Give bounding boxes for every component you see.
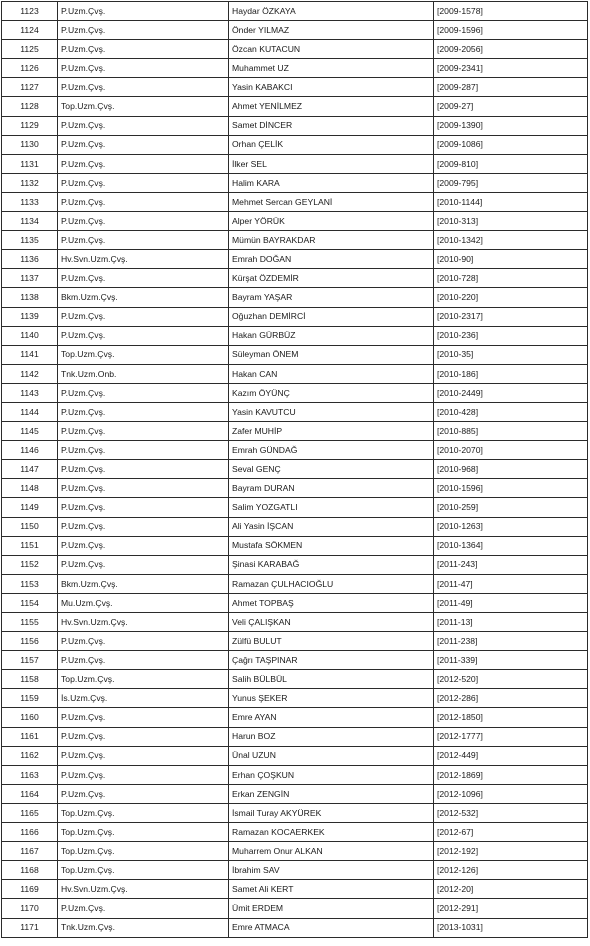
rank-cell: İs.Uzm.Çvş.	[58, 689, 229, 708]
table-row	[2, 555, 588, 574]
row-number-cell: 1130	[2, 135, 58, 154]
table-row	[2, 670, 588, 689]
rank-cell: Hv.Svn.Uzm.Çvş.	[58, 880, 229, 899]
registry-cell: [2012-1096]	[434, 784, 588, 803]
table-row	[2, 746, 588, 765]
rank-cell: Hv.Svn.Uzm.Çvş.	[58, 250, 229, 269]
registry-cell: [2009-2056]	[434, 40, 588, 59]
rank-cell: Top.Uzm.Çvş.	[58, 861, 229, 880]
table-row	[2, 613, 588, 632]
table-row	[2, 402, 588, 421]
rank-cell: P.Uzm.Çvş.	[58, 555, 229, 574]
registry-cell: [2012-67]	[434, 823, 588, 842]
rank-cell: P.Uzm.Çvş.	[58, 517, 229, 536]
table-row	[2, 536, 588, 555]
row-number-cell: 1154	[2, 593, 58, 612]
table-row	[2, 422, 588, 441]
name-cell: Muharrem Onur ALKAN	[229, 842, 434, 861]
row-number-cell: 1140	[2, 326, 58, 345]
table-row	[2, 97, 588, 116]
rank-cell: Tnk.Uzm.Çvş.	[58, 918, 229, 937]
registry-cell: [2011-339]	[434, 651, 588, 670]
rank-cell: P.Uzm.Çvş.	[58, 231, 229, 250]
registry-cell: [2010-1144]	[434, 192, 588, 211]
name-cell: Süleyman ÖNEM	[229, 345, 434, 364]
name-cell: Emre ATMACA	[229, 918, 434, 937]
table-row	[2, 651, 588, 670]
registry-cell: [2012-1850]	[434, 708, 588, 727]
row-number-cell: 1129	[2, 116, 58, 135]
rank-cell: P.Uzm.Çvş.	[58, 135, 229, 154]
name-cell: Zülfü BULUT	[229, 632, 434, 651]
table-row	[2, 250, 588, 269]
rank-cell: P.Uzm.Çvş.	[58, 765, 229, 784]
row-number-cell: 1144	[2, 402, 58, 421]
rank-cell: P.Uzm.Çvş.	[58, 422, 229, 441]
table-row	[2, 59, 588, 78]
row-number-cell: 1163	[2, 765, 58, 784]
row-number-cell: 1148	[2, 479, 58, 498]
name-cell: Çağrı TAŞPINAR	[229, 651, 434, 670]
rank-cell: P.Uzm.Çvş.	[58, 212, 229, 231]
table-row	[2, 364, 588, 383]
table-row	[2, 441, 588, 460]
name-cell: İbrahim SAV	[229, 861, 434, 880]
table-row	[2, 231, 588, 250]
row-number-cell: 1124	[2, 21, 58, 40]
rank-cell: P.Uzm.Çvş.	[58, 746, 229, 765]
table-row	[2, 460, 588, 479]
registry-cell: [2010-259]	[434, 498, 588, 517]
registry-cell: [2009-1578]	[434, 2, 588, 21]
rank-cell: P.Uzm.Çvş.	[58, 536, 229, 555]
row-number-cell: 1133	[2, 192, 58, 211]
table-row	[2, 708, 588, 727]
table-row	[2, 823, 588, 842]
row-number-cell: 1156	[2, 632, 58, 651]
registry-cell: [2012-520]	[434, 670, 588, 689]
row-number-cell: 1160	[2, 708, 58, 727]
rank-cell: P.Uzm.Çvş.	[58, 460, 229, 479]
name-cell: İsmail Turay AKYÜREK	[229, 803, 434, 822]
row-number-cell: 1132	[2, 173, 58, 192]
registry-cell: [2012-20]	[434, 880, 588, 899]
row-number-cell: 1134	[2, 212, 58, 231]
table-row	[2, 288, 588, 307]
rank-cell: Mu.Uzm.Çvş.	[58, 593, 229, 612]
table-row	[2, 269, 588, 288]
table-row	[2, 880, 588, 899]
row-number-cell: 1131	[2, 154, 58, 173]
registry-cell: [2010-728]	[434, 269, 588, 288]
row-number-cell: 1125	[2, 40, 58, 59]
registry-cell: [2009-810]	[434, 154, 588, 173]
row-number-cell: 1128	[2, 97, 58, 116]
table-row	[2, 78, 588, 97]
registry-cell: [2012-1777]	[434, 727, 588, 746]
name-cell: Veli ÇALIŞKAN	[229, 613, 434, 632]
name-cell: Ramazan ÇULHACIOĞLU	[229, 574, 434, 593]
name-cell: Emre AYAN	[229, 708, 434, 727]
registry-cell: [2010-1596]	[434, 479, 588, 498]
name-cell: Şinasi KARABAĞ	[229, 555, 434, 574]
row-number-cell: 1158	[2, 670, 58, 689]
rank-cell: P.Uzm.Çvş.	[58, 40, 229, 59]
registry-cell: [2011-13]	[434, 613, 588, 632]
rank-cell: P.Uzm.Çvş.	[58, 173, 229, 192]
row-number-cell: 1141	[2, 345, 58, 364]
name-cell: Ramazan KOCAERKEK	[229, 823, 434, 842]
table-row	[2, 632, 588, 651]
row-number-cell: 1169	[2, 880, 58, 899]
registry-cell: [2010-968]	[434, 460, 588, 479]
row-number-cell: 1162	[2, 746, 58, 765]
registry-cell: [2009-2341]	[434, 59, 588, 78]
rank-cell: P.Uzm.Çvş.	[58, 498, 229, 517]
rank-cell: P.Uzm.Çvş.	[58, 441, 229, 460]
registry-cell: [2011-243]	[434, 555, 588, 574]
rank-cell: Top.Uzm.Çvş.	[58, 823, 229, 842]
document-page	[1, 1, 587, 938]
name-cell: Samet DİNCER	[229, 116, 434, 135]
table-row	[2, 803, 588, 822]
registry-cell: [2010-1263]	[434, 517, 588, 536]
name-cell: Haydar ÖZKAYA	[229, 2, 434, 21]
table-row	[2, 212, 588, 231]
row-number-cell: 1159	[2, 689, 58, 708]
name-cell: Ahmet YENİLMEZ	[229, 97, 434, 116]
table-row	[2, 116, 588, 135]
row-number-cell: 1145	[2, 422, 58, 441]
name-cell: Ahmet TOPBAŞ	[229, 593, 434, 612]
registry-cell: [2012-1869]	[434, 765, 588, 784]
rank-cell: P.Uzm.Çvş.	[58, 899, 229, 918]
name-cell: Seval GENÇ	[229, 460, 434, 479]
table-row	[2, 842, 588, 861]
name-cell: Salih BÜLBÜL	[229, 670, 434, 689]
rank-cell: Top.Uzm.Çvş.	[58, 345, 229, 364]
name-cell: Hakan GÜRBÜZ	[229, 326, 434, 345]
row-number-cell: 1137	[2, 269, 58, 288]
row-number-cell: 1155	[2, 613, 58, 632]
rank-cell: P.Uzm.Çvş.	[58, 2, 229, 21]
registry-cell: [2010-236]	[434, 326, 588, 345]
name-cell: Yasin KABAKCI	[229, 78, 434, 97]
rank-cell: P.Uzm.Çvş.	[58, 708, 229, 727]
name-cell: Ali Yasin İŞCAN	[229, 517, 434, 536]
row-number-cell: 1139	[2, 307, 58, 326]
row-number-cell: 1153	[2, 574, 58, 593]
rank-cell: P.Uzm.Çvş.	[58, 479, 229, 498]
registry-cell: [2010-313]	[434, 212, 588, 231]
registry-cell: [2009-1390]	[434, 116, 588, 135]
row-number-cell: 1157	[2, 651, 58, 670]
row-number-cell: 1143	[2, 383, 58, 402]
row-number-cell: 1164	[2, 784, 58, 803]
rank-cell: Tnk.Uzm.Onb.	[58, 364, 229, 383]
rank-cell: Hv.Svn.Uzm.Çvş.	[58, 613, 229, 632]
table-row	[2, 21, 588, 40]
registry-cell: [2009-1086]	[434, 135, 588, 154]
registry-cell: [2010-186]	[434, 364, 588, 383]
table-row	[2, 727, 588, 746]
rank-cell: P.Uzm.Çvş.	[58, 383, 229, 402]
table-row	[2, 326, 588, 345]
name-cell: Hakan CAN	[229, 364, 434, 383]
name-cell: İlker SEL	[229, 154, 434, 173]
table-row	[2, 498, 588, 517]
rank-cell: P.Uzm.Çvş.	[58, 59, 229, 78]
table-row	[2, 345, 588, 364]
name-cell: Önder YILMAZ	[229, 21, 434, 40]
name-cell: Ünal UZUN	[229, 746, 434, 765]
personnel-table	[1, 1, 588, 938]
row-number-cell: 1146	[2, 441, 58, 460]
registry-cell: [2013-1031]	[434, 918, 588, 937]
table-row	[2, 192, 588, 211]
row-number-cell: 1151	[2, 536, 58, 555]
registry-cell: [2009-287]	[434, 78, 588, 97]
rank-cell: P.Uzm.Çvş.	[58, 632, 229, 651]
name-cell: Emrah DOĞAN	[229, 250, 434, 269]
registry-cell: [2010-885]	[434, 422, 588, 441]
rank-cell: Top.Uzm.Çvş.	[58, 803, 229, 822]
registry-cell: [2010-90]	[434, 250, 588, 269]
table-row	[2, 861, 588, 880]
rank-cell: P.Uzm.Çvş.	[58, 326, 229, 345]
row-number-cell: 1126	[2, 59, 58, 78]
row-number-cell: 1123	[2, 2, 58, 21]
name-cell: Harun BOZ	[229, 727, 434, 746]
table-row	[2, 307, 588, 326]
row-number-cell: 1171	[2, 918, 58, 937]
row-number-cell: 1166	[2, 823, 58, 842]
table-row	[2, 765, 588, 784]
registry-cell: [2010-1342]	[434, 231, 588, 250]
row-number-cell: 1147	[2, 460, 58, 479]
name-cell: Mustafa SÖKMEN	[229, 536, 434, 555]
registry-cell: [2011-238]	[434, 632, 588, 651]
rank-cell: P.Uzm.Çvş.	[58, 784, 229, 803]
name-cell: Oğuzhan DEMİRCİ	[229, 307, 434, 326]
table-row	[2, 689, 588, 708]
registry-cell: [2012-449]	[434, 746, 588, 765]
name-cell: Samet Ali KERT	[229, 880, 434, 899]
table-row	[2, 784, 588, 803]
registry-cell: [2011-49]	[434, 593, 588, 612]
table-row	[2, 173, 588, 192]
table-body	[2, 2, 588, 938]
registry-cell: [2010-2317]	[434, 307, 588, 326]
table-row	[2, 899, 588, 918]
registry-cell: [2012-192]	[434, 842, 588, 861]
name-cell: Alper YÖRÜK	[229, 212, 434, 231]
name-cell: Bayram DURAN	[229, 479, 434, 498]
registry-cell: [2012-126]	[434, 861, 588, 880]
row-number-cell: 1150	[2, 517, 58, 536]
registry-cell: [2009-795]	[434, 173, 588, 192]
registry-cell: [2009-1596]	[434, 21, 588, 40]
rank-cell: Top.Uzm.Çvş.	[58, 842, 229, 861]
row-number-cell: 1168	[2, 861, 58, 880]
registry-cell: [2012-532]	[434, 803, 588, 822]
table-row	[2, 135, 588, 154]
table-row	[2, 593, 588, 612]
registry-cell: [2010-1364]	[434, 536, 588, 555]
table-row	[2, 574, 588, 593]
table-row	[2, 918, 588, 937]
name-cell: Yunus ŞEKER	[229, 689, 434, 708]
table-row	[2, 517, 588, 536]
name-cell: Mehmet Sercan GEYLANİ	[229, 192, 434, 211]
rank-cell: P.Uzm.Çvş.	[58, 307, 229, 326]
registry-cell: [2010-220]	[434, 288, 588, 307]
registry-cell: [2012-286]	[434, 689, 588, 708]
name-cell: Halim KARA	[229, 173, 434, 192]
row-number-cell: 1138	[2, 288, 58, 307]
table-row	[2, 154, 588, 173]
registry-cell: [2009-27]	[434, 97, 588, 116]
row-number-cell: 1161	[2, 727, 58, 746]
rank-cell: P.Uzm.Çvş.	[58, 78, 229, 97]
name-cell: Kazım ÖYÜNÇ	[229, 383, 434, 402]
registry-cell: [2010-2449]	[434, 383, 588, 402]
row-number-cell: 1165	[2, 803, 58, 822]
table-row	[2, 2, 588, 21]
registry-cell: [2012-291]	[434, 899, 588, 918]
rank-cell: Bkm.Uzm.Çvş.	[58, 574, 229, 593]
name-cell: Muhammet UZ	[229, 59, 434, 78]
name-cell: Zafer MUHİP	[229, 422, 434, 441]
name-cell: Özcan KUTACUN	[229, 40, 434, 59]
name-cell: Kürşat ÖZDEMİR	[229, 269, 434, 288]
rank-cell: Top.Uzm.Çvş.	[58, 670, 229, 689]
name-cell: Mümün BAYRAKDAR	[229, 231, 434, 250]
rank-cell: P.Uzm.Çvş.	[58, 269, 229, 288]
name-cell: Bayram YAŞAR	[229, 288, 434, 307]
rank-cell: P.Uzm.Çvş.	[58, 651, 229, 670]
rank-cell: Bkm.Uzm.Çvş.	[58, 288, 229, 307]
rank-cell: P.Uzm.Çvş.	[58, 21, 229, 40]
registry-cell: [2011-47]	[434, 574, 588, 593]
rank-cell: P.Uzm.Çvş.	[58, 727, 229, 746]
name-cell: Erkan ZENGİN	[229, 784, 434, 803]
row-number-cell: 1149	[2, 498, 58, 517]
row-number-cell: 1127	[2, 78, 58, 97]
rank-cell: Top.Uzm.Çvş.	[58, 97, 229, 116]
registry-cell: [2010-35]	[434, 345, 588, 364]
name-cell: Salim YOZGATLI	[229, 498, 434, 517]
name-cell: Erhan ÇOŞKUN	[229, 765, 434, 784]
row-number-cell: 1170	[2, 899, 58, 918]
rank-cell: P.Uzm.Çvş.	[58, 116, 229, 135]
registry-cell: [2010-428]	[434, 402, 588, 421]
rank-cell: P.Uzm.Çvş.	[58, 154, 229, 173]
row-number-cell: 1135	[2, 231, 58, 250]
table-row	[2, 383, 588, 402]
table-row	[2, 479, 588, 498]
name-cell: Orhan ÇELİK	[229, 135, 434, 154]
registry-cell: [2010-2070]	[434, 441, 588, 460]
rank-cell: P.Uzm.Çvş.	[58, 192, 229, 211]
row-number-cell: 1142	[2, 364, 58, 383]
row-number-cell: 1152	[2, 555, 58, 574]
name-cell: Ümit ERDEM	[229, 899, 434, 918]
table-row	[2, 40, 588, 59]
name-cell: Emrah GÜNDAĞ	[229, 441, 434, 460]
rank-cell: P.Uzm.Çvş.	[58, 402, 229, 421]
row-number-cell: 1136	[2, 250, 58, 269]
name-cell: Yasin KAVUTCU	[229, 402, 434, 421]
row-number-cell: 1167	[2, 842, 58, 861]
